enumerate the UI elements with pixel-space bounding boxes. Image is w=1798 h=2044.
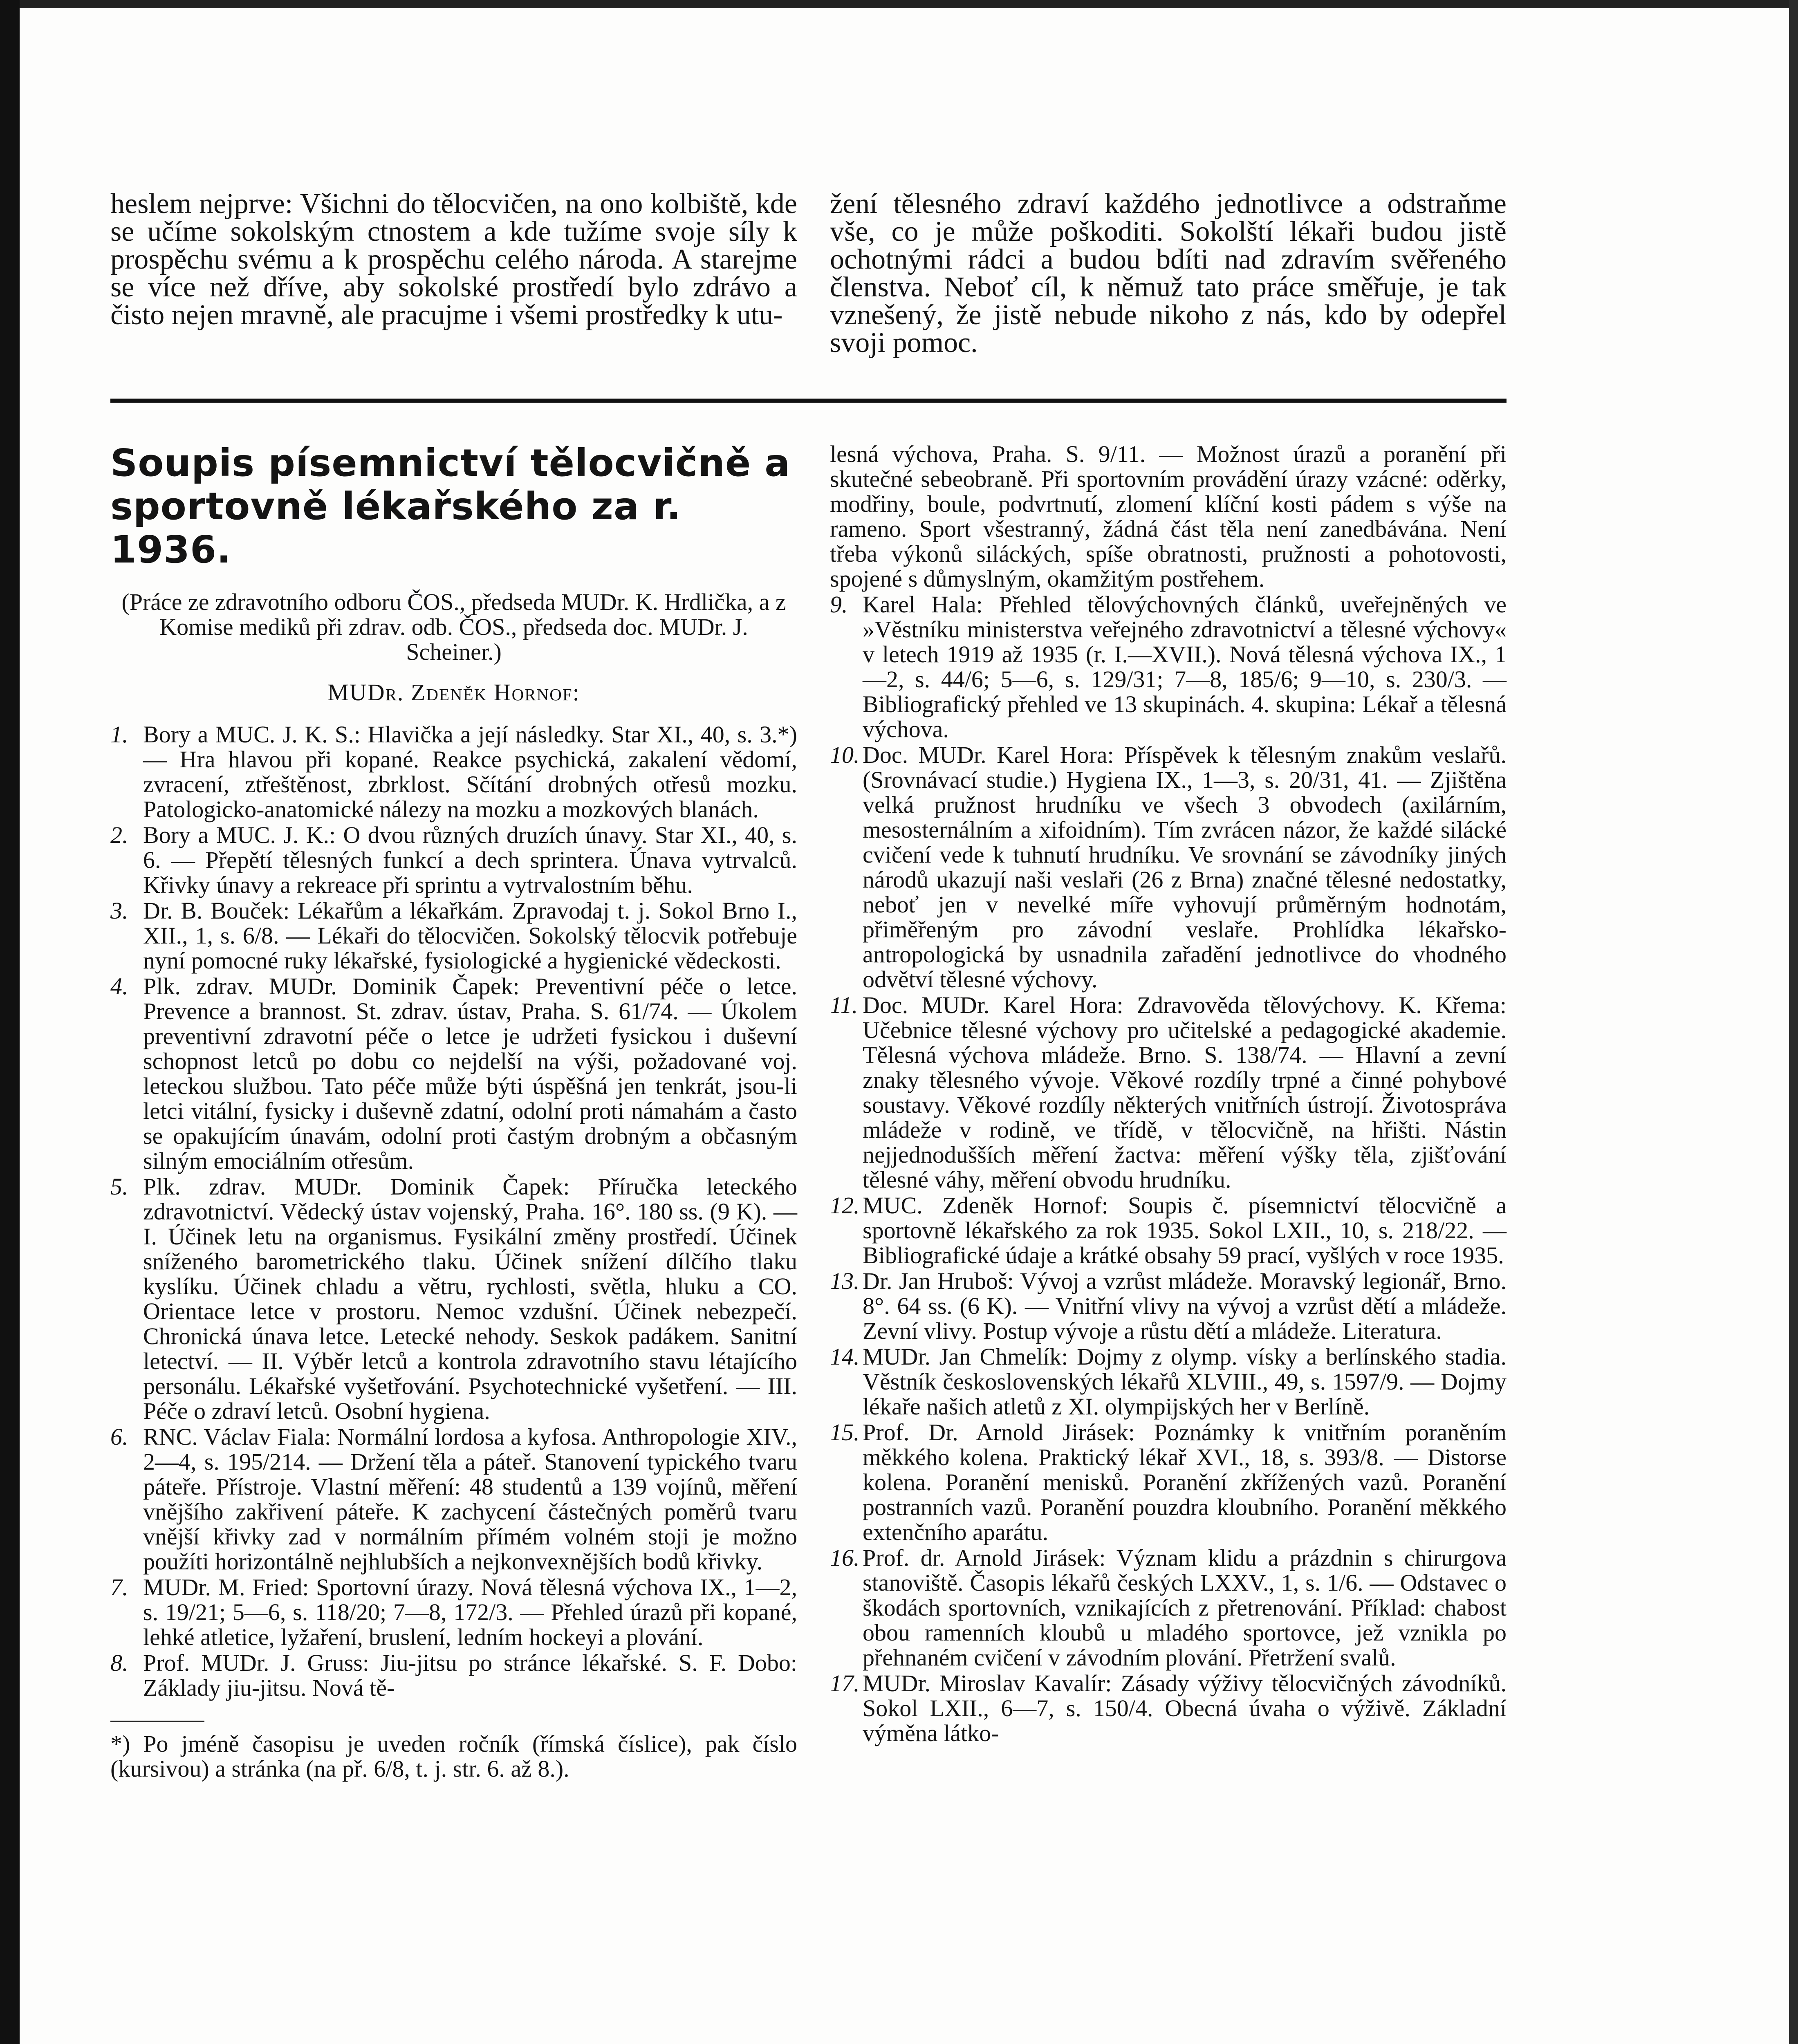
footnote-rule	[110, 1721, 204, 1722]
intro-right-text: žení tělesného zdraví každého jednotlivce a odstraňme vše, co je může poškoditi. Sokolští lékaři budou jistě ochotnými rádci a budou bdíti nad zdravím svěřeného členstva. Neboť cíl, k němuž tato práce směřuje, je tak vznešený, že jistě nebude nikoho z nás, kdo by odepřel svoji pomoc.	[830, 188, 1507, 359]
entry-text: Bory a MUC. J. K. S.: Hlavička a její následky. Star XI., 40, s. 3.*) — Hra hlavou při kopané. Reakce psychická, zakalení vědomí, zvracení, ztřeštěnost, zbrklost. Sčítání drobných otřesů mozku. Patologicko-anatomické nálezy na mozku a mozkových blanách.	[143, 721, 797, 823]
entry-number: 1.	[110, 721, 128, 748]
entry-number: 17.	[830, 1670, 860, 1697]
entry-text: Dr. B. Bouček: Lékařům a lékařkám. Zpravodaj t. j. Sokol Brno I., XII., 1, s. 6/8. — Lékaři do tělocvičen. Sokolský tělocvik potřebuje nyní pomocné ruky lékařské, fysiologické a hygienické vědeckosti.	[143, 897, 797, 974]
bibliography-entry	[110, 1575, 797, 1650]
entry-text: Prof. MUDr. J. Gruss: Jiu-jitsu po stránce lékařské. S. F. Dobo: Základy jiu-jitsu. Nová tě-	[143, 1650, 797, 1701]
bibliography-entry	[830, 1420, 1507, 1544]
bibliography-entry	[830, 993, 1507, 1192]
bibliography-entry	[110, 1650, 797, 1700]
scan-edge-top	[0, 0, 1798, 8]
intro-left-column	[110, 190, 797, 329]
entry-text: RNC. Václav Fiala: Normální lordosa a kyfosa. Anthropologie XIV., 2—4, s. 195/214. — Držení těla a páteř. Stanovení typického tvaru páteře. Přístroje. Vlastní měření: 48 studentů a 139 vojínů, měření vnějšího zakřivení páteře. K zachycení částečných poměrů tvaru vnější křivky zad v normálním přímém volném stoji je možno použíti horizontálně nejhlubších a nejkonvexnějších bodů křivky.	[143, 1423, 797, 1575]
entry-text: MUDr. Miroslav Kavalír: Zásady výživy tělocvičných závodníků. Sokol LXII., 6—7, s. 150/4. Obecná úvaha o výživě. Základní výměna látko-	[863, 1670, 1507, 1746]
entry-text: Doc. MUDr. Karel Hora: Příspěvek k tělesným znakům veslařů. (Srovnávací studie.) Hygiena IX., 1—3, s. 20/31, 41. — Zjištěna velká pružnost hrudníku ve všech 3 obvodech (axilárním, mesosternálním a xifoidním). Tím zvrácen názor, že každé silácké cvičení vede k tuhnutí hrudníku. Ve srovnání se závodníky jiných národů ukazují naši veslaři (26 z Brna) značné tělesné nedostatky, neboť jen v nevelké míře vyhovují průměrným hodnotám, přiměřeným pro závodní veslaře. Prohlídka lékařsko-antropologická by usnadnila zařadění jednotlivce do vhodného odvětví tělesné výchovy.	[863, 742, 1507, 993]
bibliography-left-column	[110, 442, 797, 1781]
entry-number: 4.	[110, 973, 128, 1000]
section-author: MUDr. Zdeněk Hornof:	[327, 679, 580, 706]
entry-number: 11.	[830, 992, 858, 1018]
entry-number: 15.	[830, 1419, 860, 1446]
bibliography-entry	[110, 1424, 797, 1574]
bibliography-entry	[830, 1193, 1507, 1268]
entry-number: 5.	[110, 1173, 128, 1200]
entry-number: 9.	[830, 591, 848, 618]
entry-number: 16.	[830, 1544, 860, 1571]
entry-number: 8.	[110, 1650, 128, 1676]
section-subtitle: (Práce ze zdravotního odboru ČOS., předseda MUDr. K. Hrdlička, a z Komise mediků při zdrav. odb. ČOS., předseda doc. MUDr. J. Scheiner.)	[121, 589, 786, 665]
entry-text: Dr. Jan Hruboš: Vývoj a vzrůst mládeže. Moravský legionář, Brno. 8°. 64 ss. (6 K). — Vnitřní vlivy na vývoj a vzrůst dětí a mládeže. Zevní vlivy. Postup vývoje a růstu dětí a mládeže. Literatura.	[863, 1268, 1507, 1344]
bibliography-entry	[830, 592, 1507, 742]
bibliography-entry	[110, 974, 797, 1173]
intro-left-text: heslem nejprve: Všichni do tělocvičen, na ono kolbiště, kde se učíme sokolským ctnostem a kde tužíme svoje síly k prospěchu svému a k prospěchu celého národa. A starejme se více než dříve, aby sokolské prostředí bylo zdrávo a čisto nejen mravně, ale pracujme i všemi prostředky k utu-	[110, 188, 797, 331]
bibliography-entry	[110, 722, 797, 822]
entry-text: Prof. dr. Arnold Jirásek: Význam klidu a prázdnin s chirurgova stanoviště. Časopis lékařů českých LXXV., 1, s. 1/6. — Odstavec o škodách sportovních, vznikajících z přetrenování. Příklad: chabost obou ramenních kloubů u mladého sportovce, jež vznikla po přehnaném cvičení v závodním plování. Přetržení svalů.	[863, 1544, 1507, 1671]
bibliography-entry	[830, 1344, 1507, 1419]
entry-number: 12.	[830, 1192, 860, 1219]
entry-text: MUDr. Jan Chmelík: Dojmy z olymp. vísky a berlínského stadia. Věstník československých lékařů XLVIII., 49, s. 1597/9. — Dojmy lékaře našich atletů z XI. olympijských her v Berlíně.	[863, 1343, 1507, 1420]
entry-number: 7.	[110, 1574, 128, 1600]
scan-edge-left	[0, 0, 20, 2044]
entry-number: 3.	[110, 897, 128, 924]
entry-text: Plk. zdrav. MUDr. Dominik Čapek: Preventivní péče o letce. Prevence a brannost. St. zdrav. ústav, Praha. S. 61/74. — Úkolem preventivní zdravotní péče o letce je udržeti fysickou i duševní schopnost letců po dobu co nejdelší na výši, požadované voj. leteckou službou. Tato péče může býti úspěšná jen tenkrát, jsou-li letci vitální, fysicky i duševně zdatní, odolní proti námahám a často se opakujícím únavám, odolní proti častým drobným a občasným silným emociálním otřesům.	[143, 973, 797, 1174]
entry-number: 6.	[110, 1423, 128, 1450]
section-divider	[110, 399, 1507, 403]
entry-text: Doc. MUDr. Karel Hora: Zdravověda tělovýchovy. K. Křema: Učebnice tělesné výchovy pro učitelské a pedagogické akademie. Tělesná výchova mládeže. Brno. S. 138/74. — Hlavní a zevní znaky tělesného vývoje. Věkové rozdíly trpné a činné pohybové soustavy. Věkové rozdíly některých vnitřních ústrojí. Životospráva mládeže v rodině, ve třídě, v tělocvičně, na hřišti. Nástin nejjednodušších měření žactva: měření výšky těla, zjišťování tělesné váhy, měření obvodu hrudníku.	[863, 992, 1507, 1193]
bibliography-entry	[830, 1269, 1507, 1343]
entry-text: Prof. Dr. Arnold Jirásek: Poznámky k vnitřním poraněním měkkého kolena. Praktický lékař XVI., 18, s. 393/8. — Distorse kolena. Poranění menisků. Poranění zkřížených vazů. Poranění postranních vazů. Poranění pouzdra kloubního. Poranění měkkého extenčního aparátu.	[863, 1419, 1507, 1545]
bibliography-entry	[830, 742, 1507, 992]
entry-text: MUC. Zdeněk Hornof: Soupis č. písemnictví tělocvičně a sportovně lékařského za rok 1935. Sokol LXII., 10, s. 218/22. — Bibliografické údaje a krátké obsahy 59 prací, vyšlých v roce 1935.	[863, 1192, 1507, 1269]
section-title: Soupis písemnictví tělocvičně a sportovně lékařského za r. 1936.	[110, 441, 791, 572]
bibliography-entry	[110, 898, 797, 973]
entry-text: MUDr. M. Fried: Sportovní úrazy. Nová tělesná výchova IX., 1—2, s. 19/21; 5—6, s. 118/20; 7—8, 172/3. — Přehled úrazů při kopané, lehké atletice, lyžaření, bruslení, ledním hockeyi a plování.	[143, 1574, 797, 1650]
entry-text: Plk. zdrav. MUDr. Dominik Čapek: Příručka leteckého zdravotnictví. Vědecký ústav vojenský, Praha. 16°. 180 ss. (9 K). — I. Účinek letu na organismus. Fysikální změny prostředí. Účinek sníženého barometrického tlaku. Účinek snížení dílčího tlaku kyslíku. Účinek chladu a větru, rychlosti, světla, hluku a CO. Orientace letce v prostoru. Nemoc vzdušní. Účinek nebezpečí. Chronická únava letce. Letecké nehody. Seskok padákem. Sanitní letectví. — II. Výběr letců a kontrola zdravotního stavu létajícího personálu. Lékařské vyšetřování. Psychotechnické vyšetření. — III. Péče o zdraví letců. Osobní hygiena.	[143, 1173, 797, 1424]
bibliography-entry	[830, 1545, 1507, 1670]
entry-number: 10.	[830, 742, 860, 768]
entry-number: 13.	[830, 1268, 860, 1294]
entry-number: 14.	[830, 1343, 860, 1370]
bibliography-entry	[110, 823, 797, 897]
scan-edge-right	[1789, 0, 1798, 2044]
entry-text: Bory a MUC. J. K.: O dvou různých druzích únavy. Star XI., 40, s. 6. — Přepětí tělesných funkcí a dech sprintera. Únava vytrvalců. Křivky únavy a rekreace při sprintu a vytrvalostním běhu.	[143, 822, 797, 898]
bibliography-right-column	[830, 442, 1507, 1746]
entry-text: Karel Hala: Přehled tělovýchovných článků, uveřejněných ve »Věstníku ministerstva veřejného zdravotnictví a tělesné výchovy« v letech 1919 až 1935 (r. I.—XVII.). Nová tělesná výchova IX., 1—2, s. 44/6; 5—6, s. 129/31; 7—8, 185/6; 9—10, s. 230/3. — Bibliografický přehled ve 13 skupinách. 4. skupina: Lékař a tělesná výchova.	[863, 591, 1507, 742]
bibliography-entry	[830, 1671, 1507, 1746]
bibliography-entry	[110, 1174, 797, 1423]
entry-continuation: lesná výchova, Praha. S. 9/11. — Možnost úrazů a poranění při skutečné sebeobraně. Při sportovním provádění úrazy vzácné: oděrky, modřiny, boule, podvrtnutí, zlomení klíční kosti pádem s výše na rameno. Sport všestranný, žádná část těla není zanedbávána. Není třeba výkonů siláckých, spíše obratnosti, pružnosti a pohotovosti, spojené s důmyslným, okamžitým postřehem.	[830, 441, 1507, 592]
footnote: *) Po jméně časopisu je uveden ročník (římská číslice), pak číslo (kursivou) a stránka (na př. 6/8, t. j. str. 6. až 8.).	[110, 1730, 797, 1782]
intro-right-column	[830, 190, 1507, 357]
entry-number: 2.	[110, 822, 128, 848]
